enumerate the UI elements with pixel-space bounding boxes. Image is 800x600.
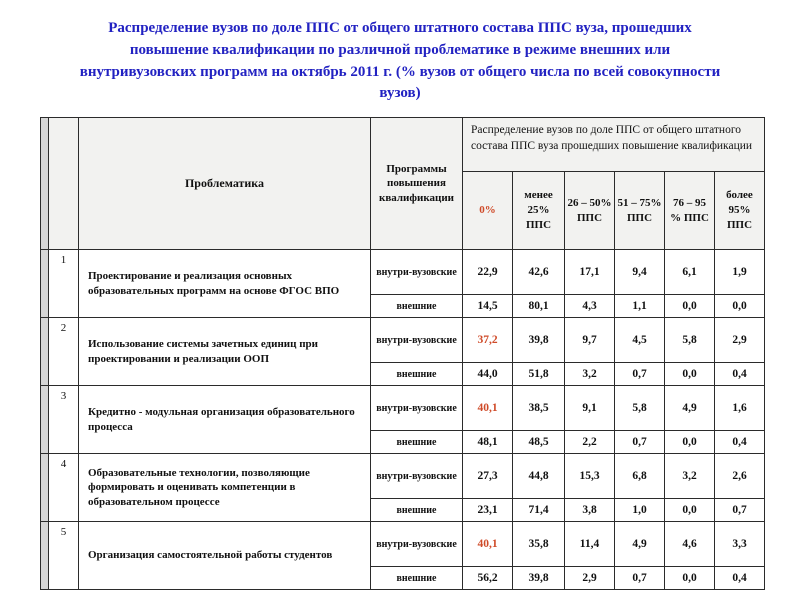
value-cell: 0,4 [715, 567, 765, 590]
program-type-internal: внутри-вузовские [371, 522, 463, 567]
row-number: 4 [49, 454, 79, 522]
group-header-row [41, 118, 765, 172]
program-type-external: внешние [371, 499, 463, 522]
value-cell: 2,9 [715, 318, 765, 363]
program-type-internal: внутри-вузовские [371, 386, 463, 431]
value-cell: 11,4 [565, 522, 615, 567]
value-cell: 0,0 [665, 295, 715, 318]
program-type-internal: внутри-вузовские [371, 454, 463, 499]
value-cell: 23,1 [463, 499, 513, 522]
page-title: Распределение вузов по доле ППС от общего штатного состава ППС вуза, прошедших повышение квалификации по различной проблематике в режиме внешних или внутривузовских программ на октябрь 2011 г. (% вузов от общего числа по всей совокупности вузов) [79, 20, 721, 102]
value-cell: 3,2 [565, 363, 615, 386]
pct-column-header-1: менее 25% ППС [513, 172, 565, 250]
value-cell: 1,9 [715, 250, 765, 295]
row-gutter [41, 522, 49, 590]
value-cell: 42,6 [513, 250, 565, 295]
problem-cell: Организация самостоятельной работы студентов [79, 522, 371, 590]
gutter-header-cell [41, 118, 49, 250]
value-cell: 40,1 [463, 386, 513, 431]
program-type-internal: внутри-вузовские [371, 250, 463, 295]
value-cell: 4,5 [615, 318, 665, 363]
value-cell: 56,2 [463, 567, 513, 590]
value-cell: 6,1 [665, 250, 715, 295]
value-cell: 4,3 [565, 295, 615, 318]
value-cell: 5,8 [665, 318, 715, 363]
value-cell: 71,4 [513, 499, 565, 522]
value-cell: 39,8 [513, 318, 565, 363]
value-cell: 5,8 [615, 386, 665, 431]
pct-column-header-3: 51 – 75% ППС [615, 172, 665, 250]
value-cell: 9,7 [565, 318, 615, 363]
table-row-internal [41, 386, 765, 431]
row-number: 1 [49, 250, 79, 318]
problem-column-header: Проблематика [79, 118, 371, 250]
value-cell: 0,7 [615, 567, 665, 590]
distribution-group-header: Распределение вузов по доле ППС от общего штатного состава ППС вуза прошедших повышение квалификации [463, 118, 765, 172]
value-cell: 22,9 [463, 250, 513, 295]
problem-cell: Использование системы зачетных единиц при проектировании и реализации ООП [79, 318, 371, 386]
program-type-internal: внутри-вузовские [371, 318, 463, 363]
value-cell: 4,6 [665, 522, 715, 567]
value-cell: 2,9 [565, 567, 615, 590]
table-body [41, 250, 765, 590]
value-cell: 3,8 [565, 499, 615, 522]
value-cell: 9,4 [615, 250, 665, 295]
table-row-internal [41, 250, 765, 295]
value-cell: 0,0 [665, 431, 715, 454]
value-cell: 4,9 [615, 522, 665, 567]
pct-column-header-0: 0% [463, 172, 513, 250]
program-type-external: внешние [371, 295, 463, 318]
value-cell: 44,0 [463, 363, 513, 386]
value-cell: 0,0 [715, 295, 765, 318]
number-column-header [49, 118, 79, 250]
value-cell: 15,3 [565, 454, 615, 499]
value-cell: 1,6 [715, 386, 765, 431]
value-cell: 48,1 [463, 431, 513, 454]
value-cell: 44,8 [513, 454, 565, 499]
value-cell: 1,1 [615, 295, 665, 318]
value-cell: 6,8 [615, 454, 665, 499]
program-type-external: внешние [371, 567, 463, 590]
value-cell: 51,8 [513, 363, 565, 386]
value-cell: 1,0 [615, 499, 665, 522]
value-cell: 17,1 [565, 250, 615, 295]
row-number: 2 [49, 318, 79, 386]
pct-column-header-5: более 95% ППС [715, 172, 765, 250]
value-cell: 48,5 [513, 431, 565, 454]
row-gutter [41, 250, 49, 318]
row-number: 5 [49, 522, 79, 590]
value-cell: 0,4 [715, 431, 765, 454]
value-cell: 0,7 [615, 363, 665, 386]
value-cell: 0,7 [715, 499, 765, 522]
problem-cell: Кредитно - модульная организация образовательного процесса [79, 386, 371, 454]
value-cell: 9,1 [565, 386, 615, 431]
value-cell: 4,9 [665, 386, 715, 431]
value-cell: 0,0 [665, 499, 715, 522]
distribution-table [40, 117, 765, 590]
pct-column-header-2: 26 – 50% ППС [565, 172, 615, 250]
value-cell: 80,1 [513, 295, 565, 318]
value-cell: 14,5 [463, 295, 513, 318]
row-number: 3 [49, 386, 79, 454]
problem-cell: Проектирование и реализация основных образовательных программ на основе ФГОС ВПО [79, 250, 371, 318]
value-cell: 3,2 [665, 454, 715, 499]
table-row-internal [41, 318, 765, 363]
table-row-internal [41, 454, 765, 499]
row-gutter [41, 454, 49, 522]
value-cell: 27,3 [463, 454, 513, 499]
value-cell: 3,3 [715, 522, 765, 567]
value-cell: 37,2 [463, 318, 513, 363]
value-cell: 0,0 [665, 363, 715, 386]
value-cell: 0,0 [665, 567, 715, 590]
value-cell: 38,5 [513, 386, 565, 431]
table-header [41, 118, 765, 250]
value-cell: 2,6 [715, 454, 765, 499]
program-type-external: внешние [371, 431, 463, 454]
value-cell: 2,2 [565, 431, 615, 454]
pct-column-header-4: 76 – 95 % ППС [665, 172, 715, 250]
value-cell: 39,8 [513, 567, 565, 590]
programs-column-header: Программы повышения квалификации [371, 118, 463, 250]
problem-cell: Образовательные технологии, позволяющие формировать и оценивать компетенции в образовательном процессе [79, 454, 371, 522]
value-cell: 0,7 [615, 431, 665, 454]
row-gutter [41, 386, 49, 454]
row-gutter [41, 318, 49, 386]
value-cell: 0,4 [715, 363, 765, 386]
program-type-external: внешние [371, 363, 463, 386]
table-row-internal [41, 522, 765, 567]
value-cell: 40,1 [463, 522, 513, 567]
value-cell: 35,8 [513, 522, 565, 567]
